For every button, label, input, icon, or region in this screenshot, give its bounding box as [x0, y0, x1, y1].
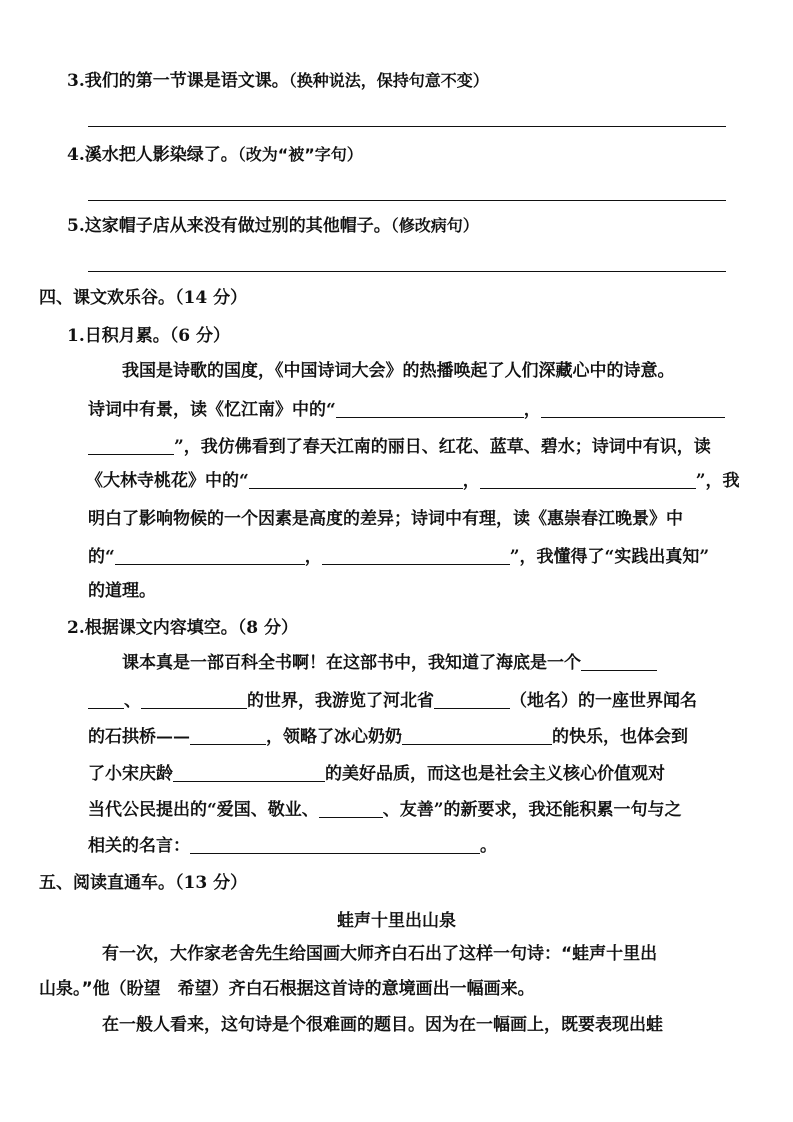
- fill-line-6: [88, 835, 497, 857]
- blank-jiangnan-2a[interactable]: [541, 401, 725, 418]
- poetry-text-6c: ”，我懂得了“实践出真知”: [509, 547, 710, 567]
- question-4-text: 溪水把人影染绿了。: [84, 145, 238, 165]
- poetry-text-6b: ，: [304, 547, 322, 567]
- poetry-text-6a: 的“: [88, 547, 115, 567]
- poetry-paragraph-line-4: [86, 470, 740, 492]
- question-4-2-title: 2.根据课文内容填空。（8 分）: [67, 618, 298, 638]
- poetry-paragraph-line-1: 我国是诗歌的国度，《中国诗词大会》的热播唤起了人们深藏心中的诗意。: [122, 361, 675, 381]
- question-4: [67, 144, 363, 166]
- question-4-1-title: 1.日积月累。（6 分）: [67, 326, 230, 346]
- fill-line-4: [88, 763, 665, 785]
- blank-seabed-2[interactable]: [141, 692, 247, 709]
- blank-bridge-name[interactable]: [190, 728, 266, 745]
- question-3: [67, 70, 489, 92]
- question-4-number: 4.: [67, 145, 85, 165]
- article-paragraph-1-line-1: 有一次，大作家老舍先生给国画大师齐白石出了这样一句诗：“蛙声十里出: [102, 944, 658, 964]
- blank-seabed-1b[interactable]: [88, 692, 124, 709]
- question-4-hint: （改为“被”字句）: [237, 145, 363, 164]
- blank-chunjiang-1[interactable]: [115, 548, 305, 565]
- question-5-hint: （修改病句）: [390, 216, 479, 235]
- fill-text-4b: 的美好品质，而这也是社会主义核心价值观对: [325, 764, 665, 784]
- blank-song-qingling[interactable]: [173, 765, 325, 782]
- fill-text-3a: 的石拱桥——: [88, 727, 190, 747]
- fill-text-6b: 。: [480, 836, 497, 856]
- fill-text-1: 课本真是一部百科全书啊！在这部书中，我知道了海底是一个: [122, 653, 581, 673]
- poetry-paragraph-line-6: [88, 546, 709, 568]
- blank-famous-quote[interactable]: [190, 837, 480, 854]
- blank-chunjiang-2[interactable]: [322, 548, 510, 565]
- poetry-paragraph-line-2: [88, 399, 725, 421]
- question-5-text: 这家帽子店从来没有做过别的其他帽子。: [84, 216, 391, 236]
- fill-text-2b: 的世界，我游览了河北省: [247, 691, 434, 711]
- poetry-paragraph-line-5: 明白了影响物候的一个因素是高度的差异；诗词中有理，读《惠崇春江晚景》中: [88, 509, 683, 529]
- blank-jiangnan-1[interactable]: [336, 401, 524, 418]
- fill-text-4a: 了小宋庆龄: [88, 764, 173, 784]
- fill-line-5: [88, 799, 682, 821]
- fill-line-3: [88, 726, 688, 748]
- fill-text-3c: 的快乐，也体会到: [552, 727, 688, 747]
- blank-place-name[interactable]: [434, 692, 510, 709]
- poetry-paragraph-line-7: 的道理。: [88, 581, 156, 601]
- poetry-text-2b: ，: [523, 400, 541, 420]
- section-5-heading: 五、阅读直通车。（13 分）: [39, 873, 248, 893]
- question-5: [67, 215, 479, 237]
- poetry-text-4a: 《大林寺桃花》中的“: [86, 471, 249, 491]
- article-paragraph-2-line-1: 在一般人看来，这句诗是个很难画的题目。因为在一幅画上，既要表现出蛙: [102, 1015, 663, 1035]
- fill-line-2: [88, 690, 697, 712]
- fill-text-6a: 相关的名言：: [88, 836, 190, 856]
- poetry-text-4b: ，: [462, 471, 480, 491]
- article-title: 蛙声十里出山泉: [337, 911, 456, 931]
- article-paragraph-1-line-2: 山泉。”他（盼望 希望）齐白石根据这首诗的意境画出一幅画来。: [39, 979, 535, 999]
- fill-text-3b: ，领略了冰心奶奶: [266, 727, 402, 747]
- question-3-text: 我们的第一节课是语文课。: [84, 71, 289, 91]
- poetry-text-3a: ”，我仿佛看到了春天江南的丽日、红花、蓝草、碧水；诗词中有识，读: [174, 437, 711, 457]
- fill-line-1: [122, 652, 657, 674]
- fill-text-2a: 、: [124, 691, 141, 711]
- fill-text-2c: （地名）的一座世界闻名: [510, 691, 697, 711]
- answer-line-5[interactable]: [88, 271, 726, 272]
- answer-line-3[interactable]: [88, 126, 726, 127]
- blank-taohua-2[interactable]: [480, 472, 696, 489]
- blank-jiangnan-2b[interactable]: [88, 438, 174, 455]
- blank-taohua-1[interactable]: [249, 472, 463, 489]
- fill-text-5a: 当代公民提出的“爱国、敬业、: [88, 800, 319, 820]
- fill-text-5b: 、友善”的新要求，我还能积累一句与之: [382, 800, 682, 820]
- blank-core-value[interactable]: [319, 801, 383, 818]
- blank-seabed-1a[interactable]: [581, 654, 657, 671]
- question-5-number: 5.: [67, 216, 85, 236]
- question-3-number: 3.: [67, 71, 85, 91]
- poetry-text-4c: ”，我: [695, 471, 740, 491]
- section-4-heading: 四、课文欢乐谷。（14 分）: [39, 288, 248, 308]
- question-3-hint: （换种说法，保持句意不变）: [288, 71, 489, 90]
- poetry-text-2a: 诗词中有景，读《忆江南》中的“: [88, 400, 336, 420]
- answer-line-4[interactable]: [88, 200, 726, 201]
- blank-bingxin[interactable]: [402, 728, 552, 745]
- poetry-paragraph-line-3: [88, 436, 711, 458]
